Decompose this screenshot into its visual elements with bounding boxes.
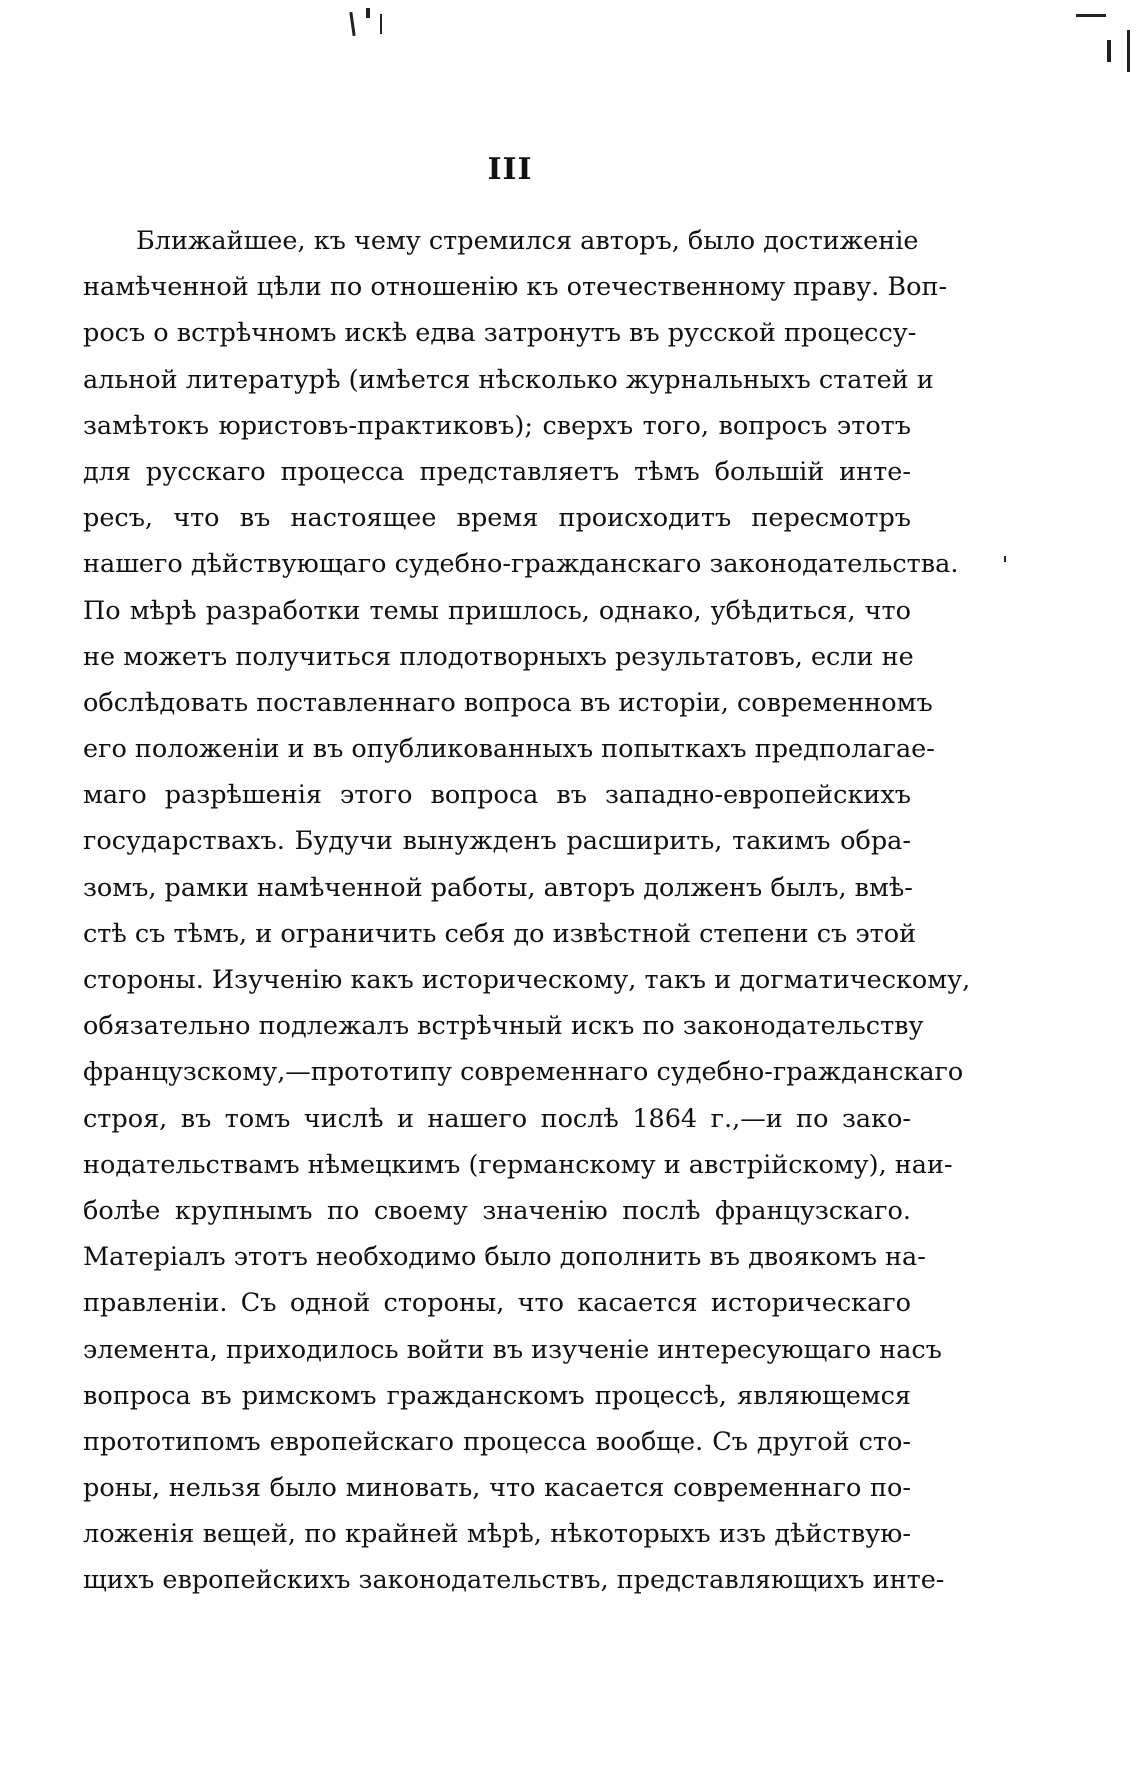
text-line: Матеріалъ этотъ необходимо было дополнить въ двоякомъ на-	[83, 1242, 926, 1273]
text-line: правленіи. Съ одной стороны, что касается историческаго	[83, 1288, 911, 1319]
text-line: нашего дѣйствующаго судебно-гражданскаго законодательства.	[83, 549, 959, 580]
text-line: ресъ, что въ настоящее время происходитъ пересмотръ	[83, 503, 911, 534]
scan-speck	[380, 14, 382, 34]
text-line: щихъ европейскихъ законодательствъ, представляющихъ инте-	[83, 1565, 945, 1596]
text-line: обслѣдовать поставленнаго вопроса въ исторіи, современномъ	[83, 687, 933, 718]
text-line: для русскаго процесса представляетъ тѣмъ большій инте-	[83, 456, 911, 487]
text-line: государствахъ. Будучи вынужденъ расширить, такимъ обра-	[83, 826, 911, 857]
text-line: вопроса въ римскомъ гражданскомъ процессѣ, являющемся	[83, 1380, 911, 1411]
text-line: прототипомъ европейскаго процесса вообще. Съ другой сто-	[83, 1426, 911, 1457]
text-line: французскому,—прототипу современнаго судебно-гражданскаго	[83, 1057, 964, 1088]
text-line: намѣченной цѣли по отношенію къ отечественному праву. Воп-	[83, 272, 948, 303]
text-line: обязательно подлежалъ встрѣчный искъ по законодательству	[83, 1011, 924, 1042]
scan-speck	[349, 12, 355, 36]
scan-speck	[1076, 14, 1106, 17]
text-line: ложенія вещей, по крайней мѣрѣ, нѣкоторыхъ изъ дѣйствую-	[83, 1519, 911, 1550]
text-line: строя, въ томъ числѣ и нашего послѣ 1864 г.,—и по зако-	[83, 1103, 911, 1134]
scan-speck	[1107, 40, 1111, 62]
scan-speck	[1127, 30, 1130, 72]
text-line: Ближайшее, къ чему стремился авторъ, было достиженіе	[136, 226, 919, 256]
scan-speck	[366, 8, 370, 18]
text-line: зомъ, рамки намѣченной работы, авторъ долженъ былъ, вмѣ-	[83, 872, 913, 903]
text-line: стѣ съ тѣмъ, и ограничить себя до извѣстной степени съ этой	[83, 918, 917, 949]
text-line: замѣтокъ юристовъ-практиковъ); сверхъ того, вопросъ этотъ	[83, 410, 911, 441]
text-line: элемента, приходилось войти въ изученіе интересующаго насъ	[83, 1334, 942, 1365]
text-line: росъ о встрѣчномъ искѣ едва затронутъ въ русской процессу-	[83, 318, 917, 349]
text-line: нодательствамъ нѣмецкимъ (германскому и австрійскому), наи-	[83, 1149, 953, 1180]
scan-speck	[1004, 556, 1006, 562]
text-line: его положеніи и въ опубликованныхъ попыткахъ предполагае-	[83, 734, 935, 765]
text-line: альной литературѣ (имѣется нѣсколько журнальныхъ статей и	[83, 364, 934, 395]
text-line: По мѣрѣ разработки темы пришлось, однако, убѣдиться, что	[83, 595, 911, 626]
text-line: маго разрѣшенія этого вопроса въ западно-европейскихъ	[83, 780, 911, 811]
text-line: не можетъ получиться плодотворныхъ результатовъ, если не	[83, 641, 914, 672]
page-number: III	[487, 152, 533, 187]
text-line: роны, нельзя было миновать, что касается современнаго по-	[83, 1473, 911, 1504]
body-text	[83, 218, 971, 1604]
text-line: болѣе крупнымъ по своему значенію послѣ французскаго.	[83, 1195, 911, 1226]
text-line: стороны. Изученію какъ историческому, такъ и догматическому,	[83, 965, 971, 995]
